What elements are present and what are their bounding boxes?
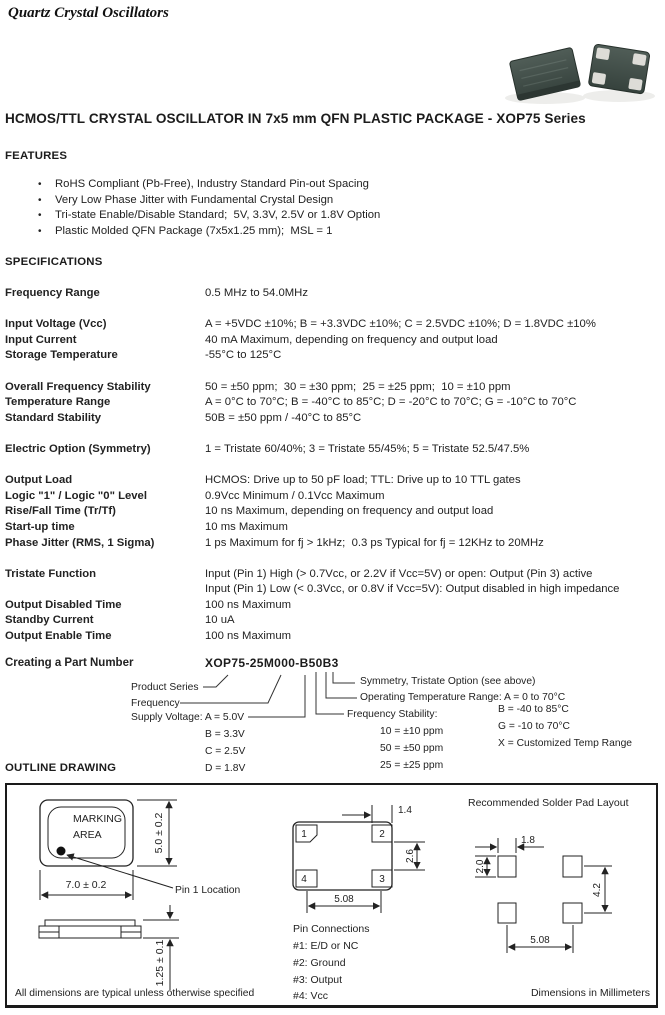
spec-row bbox=[5, 520, 663, 536]
feature-item bbox=[38, 208, 380, 224]
dim-4-2-label: 4.2 bbox=[592, 883, 603, 897]
product-photo bbox=[503, 38, 659, 113]
spec-value: 50B = ±50 ppm / -40°C to 85°C bbox=[205, 411, 362, 424]
spec-row bbox=[5, 317, 663, 333]
chips-illustration bbox=[503, 38, 659, 108]
pad-number-2: 2 bbox=[379, 829, 385, 840]
spec-label: Output Enable Time bbox=[5, 630, 112, 643]
spec-row bbox=[5, 489, 663, 505]
spec-value: Input (Pin 1) Low (< 0.3Vcc, or 0.8V if Vcc=5V): Output disabled in high impedance bbox=[205, 583, 620, 596]
specifications-heading: SPECIFICATIONS bbox=[5, 256, 103, 268]
spec-value: Input (Pin 1) High (> 0.7Vcc, or 2.2V if Vcc=5V) or open: Output (Pin 3) active bbox=[205, 567, 593, 580]
pn-supply-option: C = 2.5V bbox=[205, 746, 246, 757]
feature-text: RoHS Compliant (Pb-Free), Industry Standard Pin-out Spacing bbox=[55, 178, 369, 190]
spec-value: 0.5 MHz to 54.0MHz bbox=[205, 287, 308, 299]
pn-stability-option: 50 = ±50 ppm bbox=[380, 743, 444, 754]
spec-value: 50 = ±50 ppm; 30 = ±30 ppm; 25 = ±25 ppm; 10 = ±10 ppm bbox=[205, 380, 511, 393]
specifications-table bbox=[5, 286, 663, 645]
solder-pad bbox=[498, 903, 516, 923]
pin-connections-heading: Pin Connections bbox=[293, 923, 370, 935]
spec-label: Phase Jitter (RMS, 1 Sigma) bbox=[5, 536, 155, 549]
feature-item bbox=[38, 177, 380, 193]
outline-footnote: All dimensions are typical unless otherwise specified bbox=[15, 988, 255, 999]
spec-label: Electric Option (Symmetry) bbox=[5, 442, 151, 455]
pn-product-series-label: Product Series bbox=[131, 682, 199, 693]
pn-symmetry-label: Symmetry, Tristate Option (see above) bbox=[360, 676, 536, 687]
spec-value: -55°C to 125°C bbox=[205, 349, 282, 362]
spec-row bbox=[5, 411, 663, 427]
spec-value: A = +5VDC ±10%; B = +3.3VDC ±10%; C = 2.5VDC ±10%; D = 1.8VDC ±10% bbox=[205, 318, 596, 331]
spec-value: HCMOS: Drive up to 50 pF load; TTL: Drive up to 10 TTL gates bbox=[205, 474, 521, 487]
chip-shadow bbox=[583, 90, 655, 102]
spec-label: Output Disabled Time bbox=[5, 598, 122, 611]
feature-text: Very Low Phase Jitter with Fundamental Crystal Design bbox=[55, 193, 334, 206]
spec-row bbox=[5, 598, 663, 614]
chip-pad bbox=[628, 78, 643, 91]
spec-value: 100 ns Maximum bbox=[205, 598, 292, 611]
spec-label: Rise/Fall Time (Tr/Tf) bbox=[5, 505, 116, 518]
spec-value: 1 = Tristate 60/40%; 3 = Tristate 55/45%; 5 = Tristate 52.5/47.5% bbox=[205, 442, 530, 455]
spec-row bbox=[5, 504, 663, 520]
pn-stability-option: 25 = ±25 ppm bbox=[380, 760, 444, 771]
spec-value: 10 ns Maximum, depending on frequency and output load bbox=[205, 505, 494, 518]
spec-row bbox=[5, 395, 663, 411]
feature-text: Tri-state Enable/Disable Standard; 5V, 3.3V, 2.5V or 1.8V Option bbox=[55, 209, 381, 222]
spec-label bbox=[5, 582, 205, 598]
spec-row bbox=[5, 286, 663, 302]
dim-thickness-label: 1.25 ± 0.1 bbox=[154, 939, 166, 987]
spec-row bbox=[5, 473, 663, 489]
spec-label: Temperature Range bbox=[5, 396, 111, 409]
features-list bbox=[38, 177, 380, 239]
solder-pad-heading: Recommended Solder Pad Layout bbox=[468, 797, 629, 809]
spec-value: 100 ns Maximum bbox=[205, 630, 292, 643]
brand-title: Quartz Crystal Oscillators bbox=[8, 5, 169, 21]
dim-pad-width bbox=[342, 805, 392, 823]
outline-drawing bbox=[7, 785, 652, 1000]
part-number-heading: Creating a Part Number bbox=[5, 657, 134, 669]
spec-label: Logic "1" / Logic "0" Level bbox=[5, 489, 147, 502]
spec-value: 10 uA bbox=[205, 614, 235, 627]
dim-width-label: 7.0 ± 0.2 bbox=[65, 879, 107, 891]
spec-row bbox=[5, 629, 663, 645]
spec-row bbox=[5, 442, 663, 458]
dim-5-08-bottom-label: 5.08 bbox=[530, 935, 550, 946]
pn-frequency-label: Frequency bbox=[131, 698, 180, 709]
bullet-icon: • bbox=[38, 179, 42, 190]
feature-item bbox=[38, 193, 380, 209]
bullet-icon: • bbox=[38, 194, 42, 206]
pn-op-temp-label: Operating Temperature Range: A = 0 to 70°C bbox=[360, 692, 566, 703]
spec-label: Input Voltage (Vcc) bbox=[5, 318, 107, 331]
outline-heading: OUTLINE DRAWING bbox=[5, 762, 117, 774]
bullet-icon: • bbox=[38, 210, 42, 222]
spec-label: Start-up time bbox=[5, 520, 75, 533]
pn-temp-option: X = Customized Temp Range bbox=[498, 738, 633, 749]
chip-pad bbox=[632, 53, 647, 66]
feature-text: Plastic Molded QFN Package (7x5x1.25 mm); MSL = 1 bbox=[55, 224, 333, 237]
spec-label: Standard Stability bbox=[5, 411, 102, 424]
dim-2-0-label: 2.0 bbox=[475, 859, 486, 874]
chip-pad bbox=[596, 47, 611, 60]
dim-1-8-label: 1.8 bbox=[521, 835, 535, 846]
spec-label: Overall Frequency Stability bbox=[5, 380, 151, 393]
pin-connection-item: #3: Output bbox=[293, 974, 343, 986]
dim-1-4-label: 1.4 bbox=[398, 805, 412, 816]
pn-temp-option: B = -40 to 85°C bbox=[498, 704, 569, 715]
pin1-dot bbox=[57, 847, 66, 856]
solder-pad bbox=[563, 903, 582, 923]
spec-value: A = 0°C to 70°C; B = -40°C to 85°C; D = -20°C to 70°C; G = -10°C to 70°C bbox=[205, 396, 577, 409]
spec-row bbox=[5, 536, 663, 552]
pn-temp-option: G = -10 to 70°C bbox=[498, 721, 570, 732]
spec-value: 0.9Vcc Minimum / 0.1Vcc Maximum bbox=[205, 489, 385, 502]
spec-row bbox=[5, 582, 663, 598]
pin-connection-item: #1: E/D or NC bbox=[293, 940, 359, 952]
feature-item bbox=[38, 224, 380, 240]
pad-number-3: 3 bbox=[379, 874, 385, 885]
pad-number-1: 1 bbox=[301, 829, 307, 840]
chip-top-view bbox=[509, 47, 580, 100]
spec-row bbox=[5, 333, 663, 349]
spec-value: 40 mA Maximum, depending on frequency and output load bbox=[205, 333, 498, 346]
pn-supply-option: D = 1.8V bbox=[205, 763, 246, 774]
dimensions-note: Dimensions in Millimeters bbox=[530, 987, 650, 999]
dim-2-6-label: 2.6 bbox=[405, 849, 416, 863]
pin-connection-item: #4: Vcc bbox=[293, 990, 329, 1000]
spec-value: 10 ms Maximum bbox=[205, 520, 288, 533]
solder-pad bbox=[563, 856, 582, 877]
outline-drawing-box bbox=[5, 783, 658, 1008]
marking-area-line2: AREA bbox=[73, 829, 102, 841]
pad-number-4: 4 bbox=[301, 874, 307, 885]
bullet-icon: • bbox=[38, 225, 42, 237]
features-heading: FEATURES bbox=[5, 150, 68, 162]
marking-area-line1: MARKING bbox=[73, 813, 123, 825]
pin-connection-item: #2: Ground bbox=[293, 957, 346, 969]
solder-pad bbox=[498, 856, 516, 877]
dim-height-label: 5.0 ± 0.2 bbox=[153, 812, 165, 854]
chip-pad bbox=[592, 72, 607, 85]
pn-freq-stability-label: Frequency Stability: bbox=[347, 709, 438, 720]
spec-row bbox=[5, 613, 663, 629]
spec-label: Tristate Function bbox=[5, 567, 97, 580]
spec-label: Storage Temperature bbox=[5, 349, 118, 362]
spec-label: Standby Current bbox=[5, 614, 94, 627]
pn-supply-voltage-label: Supply Voltage: A = 5.0V bbox=[131, 712, 245, 723]
dim-5-08-label: 5.08 bbox=[334, 894, 354, 905]
part-number-example: XOP75-25M000-B50B3 bbox=[205, 656, 339, 670]
spec-value: 1 ps Maximum for fj > 1kHz; 0.3 ps Typical for fj = 12KHz to 20MHz bbox=[205, 536, 544, 549]
spec-row bbox=[5, 348, 663, 364]
page-title: HCMOS/TTL CRYSTAL OSCILLATOR IN 7x5 mm QFN PLASTIC PACKAGE - XOP75 Series bbox=[5, 111, 586, 126]
spec-label: Input Current bbox=[5, 333, 77, 346]
spec-row bbox=[5, 567, 663, 583]
spec-row bbox=[5, 380, 663, 396]
pn-supply-option: B = 3.3V bbox=[205, 729, 245, 740]
spec-label: Frequency Range bbox=[5, 287, 100, 299]
spec-label: Output Load bbox=[5, 474, 73, 487]
chip-bottom-view bbox=[588, 44, 650, 94]
pin1-location-label: Pin 1 Location bbox=[175, 885, 241, 896]
pn-stability-option: 10 = ±10 ppm bbox=[380, 726, 444, 737]
